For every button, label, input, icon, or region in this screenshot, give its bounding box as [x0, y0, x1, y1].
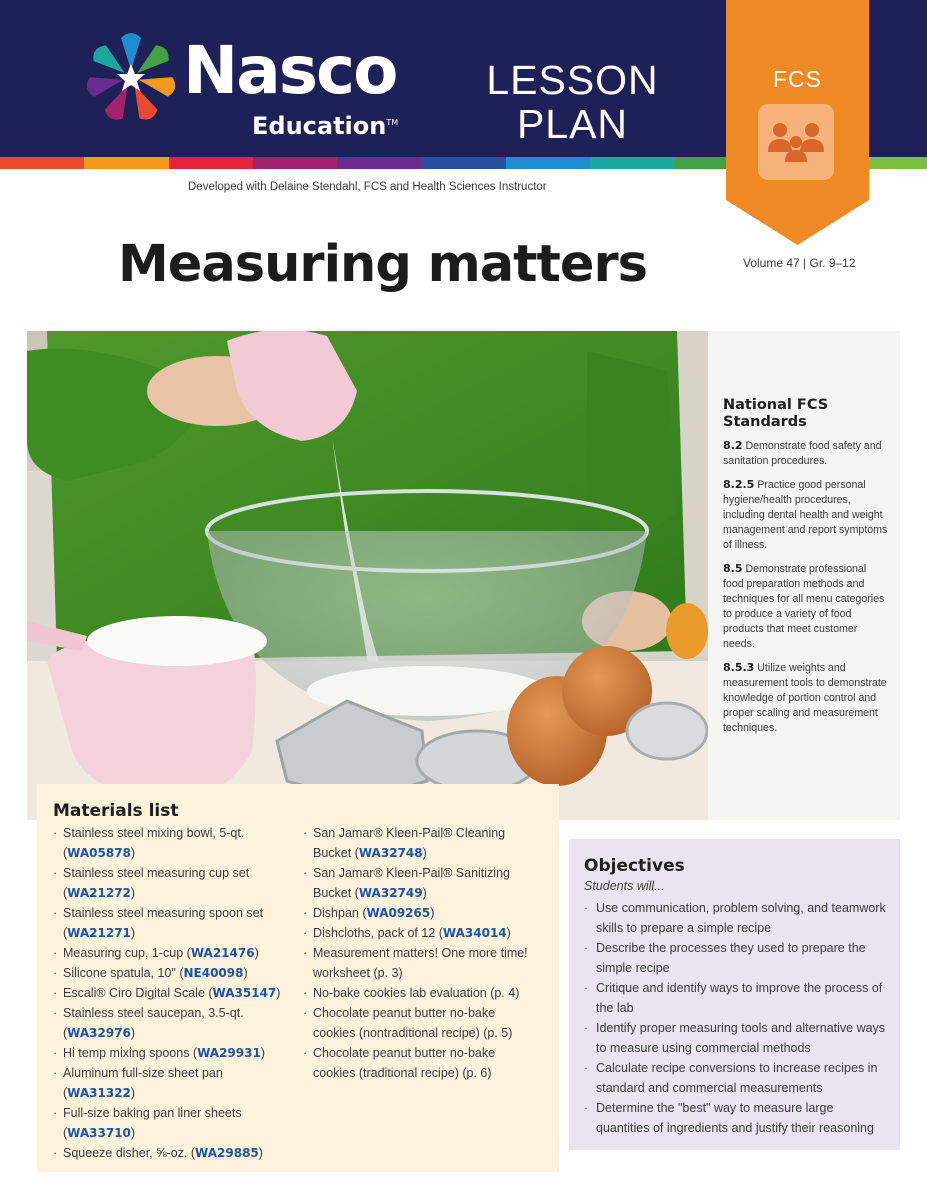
objective-item: · Describe the processes they used to prepare the simple recipe	[584, 938, 890, 978]
materials-column-2	[303, 823, 553, 1083]
list-item: · Dishcloths, pack of 12 (WA34014)	[303, 923, 548, 943]
trademark: TM	[386, 118, 399, 127]
list-item: · Stainless steel mixing bowl, 5-qt. (WA05878)	[53, 823, 253, 863]
list-item: · Stainless steel saucepan, 3.5-qt. (WA32976)	[53, 1003, 268, 1043]
list-item: · Escali® Ciro Digital Scale (WA35147)	[53, 983, 303, 1003]
product-code-link[interactable]: WA31322	[67, 1086, 131, 1100]
list-item: · Hi temp mixing spoons (WA29931)	[53, 1043, 303, 1063]
baking-photo	[27, 331, 708, 820]
objectives-heading: Objectives	[584, 856, 685, 876]
standards-heading: National FCS Standards	[723, 397, 829, 430]
product-code-link[interactable]: WA32749	[358, 886, 423, 900]
brand-name: Nasco	[183, 32, 397, 109]
objectives-intro: Students will...	[584, 879, 665, 893]
list-item: · Dishpan (WA09265)	[303, 903, 548, 923]
standard-item	[723, 438, 888, 469]
product-code-link[interactable]: WA09265	[366, 906, 431, 920]
standard-item	[723, 477, 888, 553]
product-code-link[interactable]: NE40098	[183, 966, 244, 980]
list-item: · Chocolate peanut butter no-bake cookies (nontraditional recipe) (p. 5)	[303, 1003, 518, 1043]
brand-sub: Education™	[252, 112, 399, 140]
objective-item: · Use communication, problem solving, and teamwork skills to prepare a simple recipe	[584, 898, 890, 938]
product-code-link[interactable]: WA34014	[442, 926, 507, 940]
product-code-link[interactable]: WA29931	[197, 1046, 261, 1060]
product-code-link[interactable]: WA29885	[195, 1146, 259, 1160]
list-item: · No-bake cookies lab evaluation (p. 4)	[303, 983, 548, 1003]
standard-text: Demonstrate professional food preparation methods and techniques for all menu categories to produce a variety of food products that meet customer needs.	[723, 563, 885, 650]
page-title: Measuring matters	[118, 235, 648, 294]
list-item: · Full-size baking pan liner sheets (WA33710)	[53, 1103, 258, 1143]
fcs-standards-panel	[708, 331, 900, 820]
list-item: · Measurement matters! One more time! worksheet (p. 3)	[303, 943, 548, 983]
list-item: · Aluminum full-size sheet pan (WA31322)	[53, 1063, 258, 1103]
standard-code: 8.2	[723, 439, 743, 452]
standard-code: 8.2.5	[723, 478, 755, 491]
product-code-link[interactable]: WA21476	[190, 946, 255, 960]
lesson-plan-label	[470, 58, 675, 146]
objective-item: · Determine the "best" way to measure large quantities of ingredients and justify their reasoning	[584, 1098, 890, 1138]
list-item: · San Jamar® Kleen-Pail® Sanitizing Bucket (WA32749)	[303, 863, 518, 903]
nasco-logo-star-icon	[84, 27, 178, 129]
family-group-icon	[758, 104, 834, 180]
product-code-link[interactable]: WA35147	[212, 986, 277, 1000]
standard-text: Utilize weights and measurement tools to demonstrate knowledge of portion control and proper scaling and measurement techniques.	[723, 662, 887, 734]
list-item: · Stainless steel measuring spoon set (WA21271)	[53, 903, 278, 943]
plan-word: PLAN	[516, 101, 629, 147]
objective-item: · Critique and identify ways to improve the process of the lab	[584, 978, 890, 1018]
product-code-link[interactable]: WA32976	[67, 1026, 131, 1040]
standard-item	[723, 660, 888, 736]
standard-text: Demonstrate food safety and sanitation procedures.	[723, 440, 882, 467]
standard-code: 8.5	[723, 562, 743, 575]
list-item: · Stainless steel measuring cup set (WA21272)	[53, 863, 268, 903]
product-code-link[interactable]: WA32748	[358, 846, 423, 860]
lesson-word: LESSON	[486, 57, 659, 103]
list-item: · Silicone spatula, 10" (NE40098)	[53, 963, 298, 983]
objectives-box	[569, 839, 900, 1150]
list-item: · Squeeze disher, ⅝-oz. (WA29885)	[53, 1143, 303, 1163]
subject-label: FCS	[773, 66, 822, 92]
materials-list-box	[37, 784, 559, 1172]
list-item: · Measuring cup, 1-cup (WA21476)	[53, 943, 298, 963]
standard-code: 8.5.3	[723, 661, 755, 674]
product-code-link[interactable]: WA05878	[67, 846, 131, 860]
objective-item: · Identify proper measuring tools and alternative ways to measure using commercial methods	[584, 1018, 890, 1058]
objective-item: · Calculate recipe conversions to increase recipes in standard and commercial measurements	[584, 1058, 890, 1098]
list-item: · Chocolate peanut butter no-bake cookies (traditional recipe) (p. 6)	[303, 1043, 518, 1083]
materials-column-1	[53, 823, 303, 1163]
product-code-link[interactable]: WA21272	[67, 886, 131, 900]
volume-grade: Volume 47 | Gr. 9–12	[743, 256, 856, 270]
list-item: · San Jamar® Kleen-Pail® Cleaning Bucket (WA32748)	[303, 823, 518, 863]
materials-heading: Materials list	[53, 801, 179, 821]
standard-item	[723, 561, 888, 652]
product-code-link[interactable]: WA21271	[67, 926, 131, 940]
product-code-link[interactable]: WA33710	[67, 1126, 131, 1140]
developed-by-credit: Developed with Delaine Stendahl, FCS and Health Sciences Instructor	[188, 181, 547, 193]
standard-text: Practice good personal hygiene/health procedures, including dental health and weight management and report symptoms of illness.	[723, 479, 888, 551]
